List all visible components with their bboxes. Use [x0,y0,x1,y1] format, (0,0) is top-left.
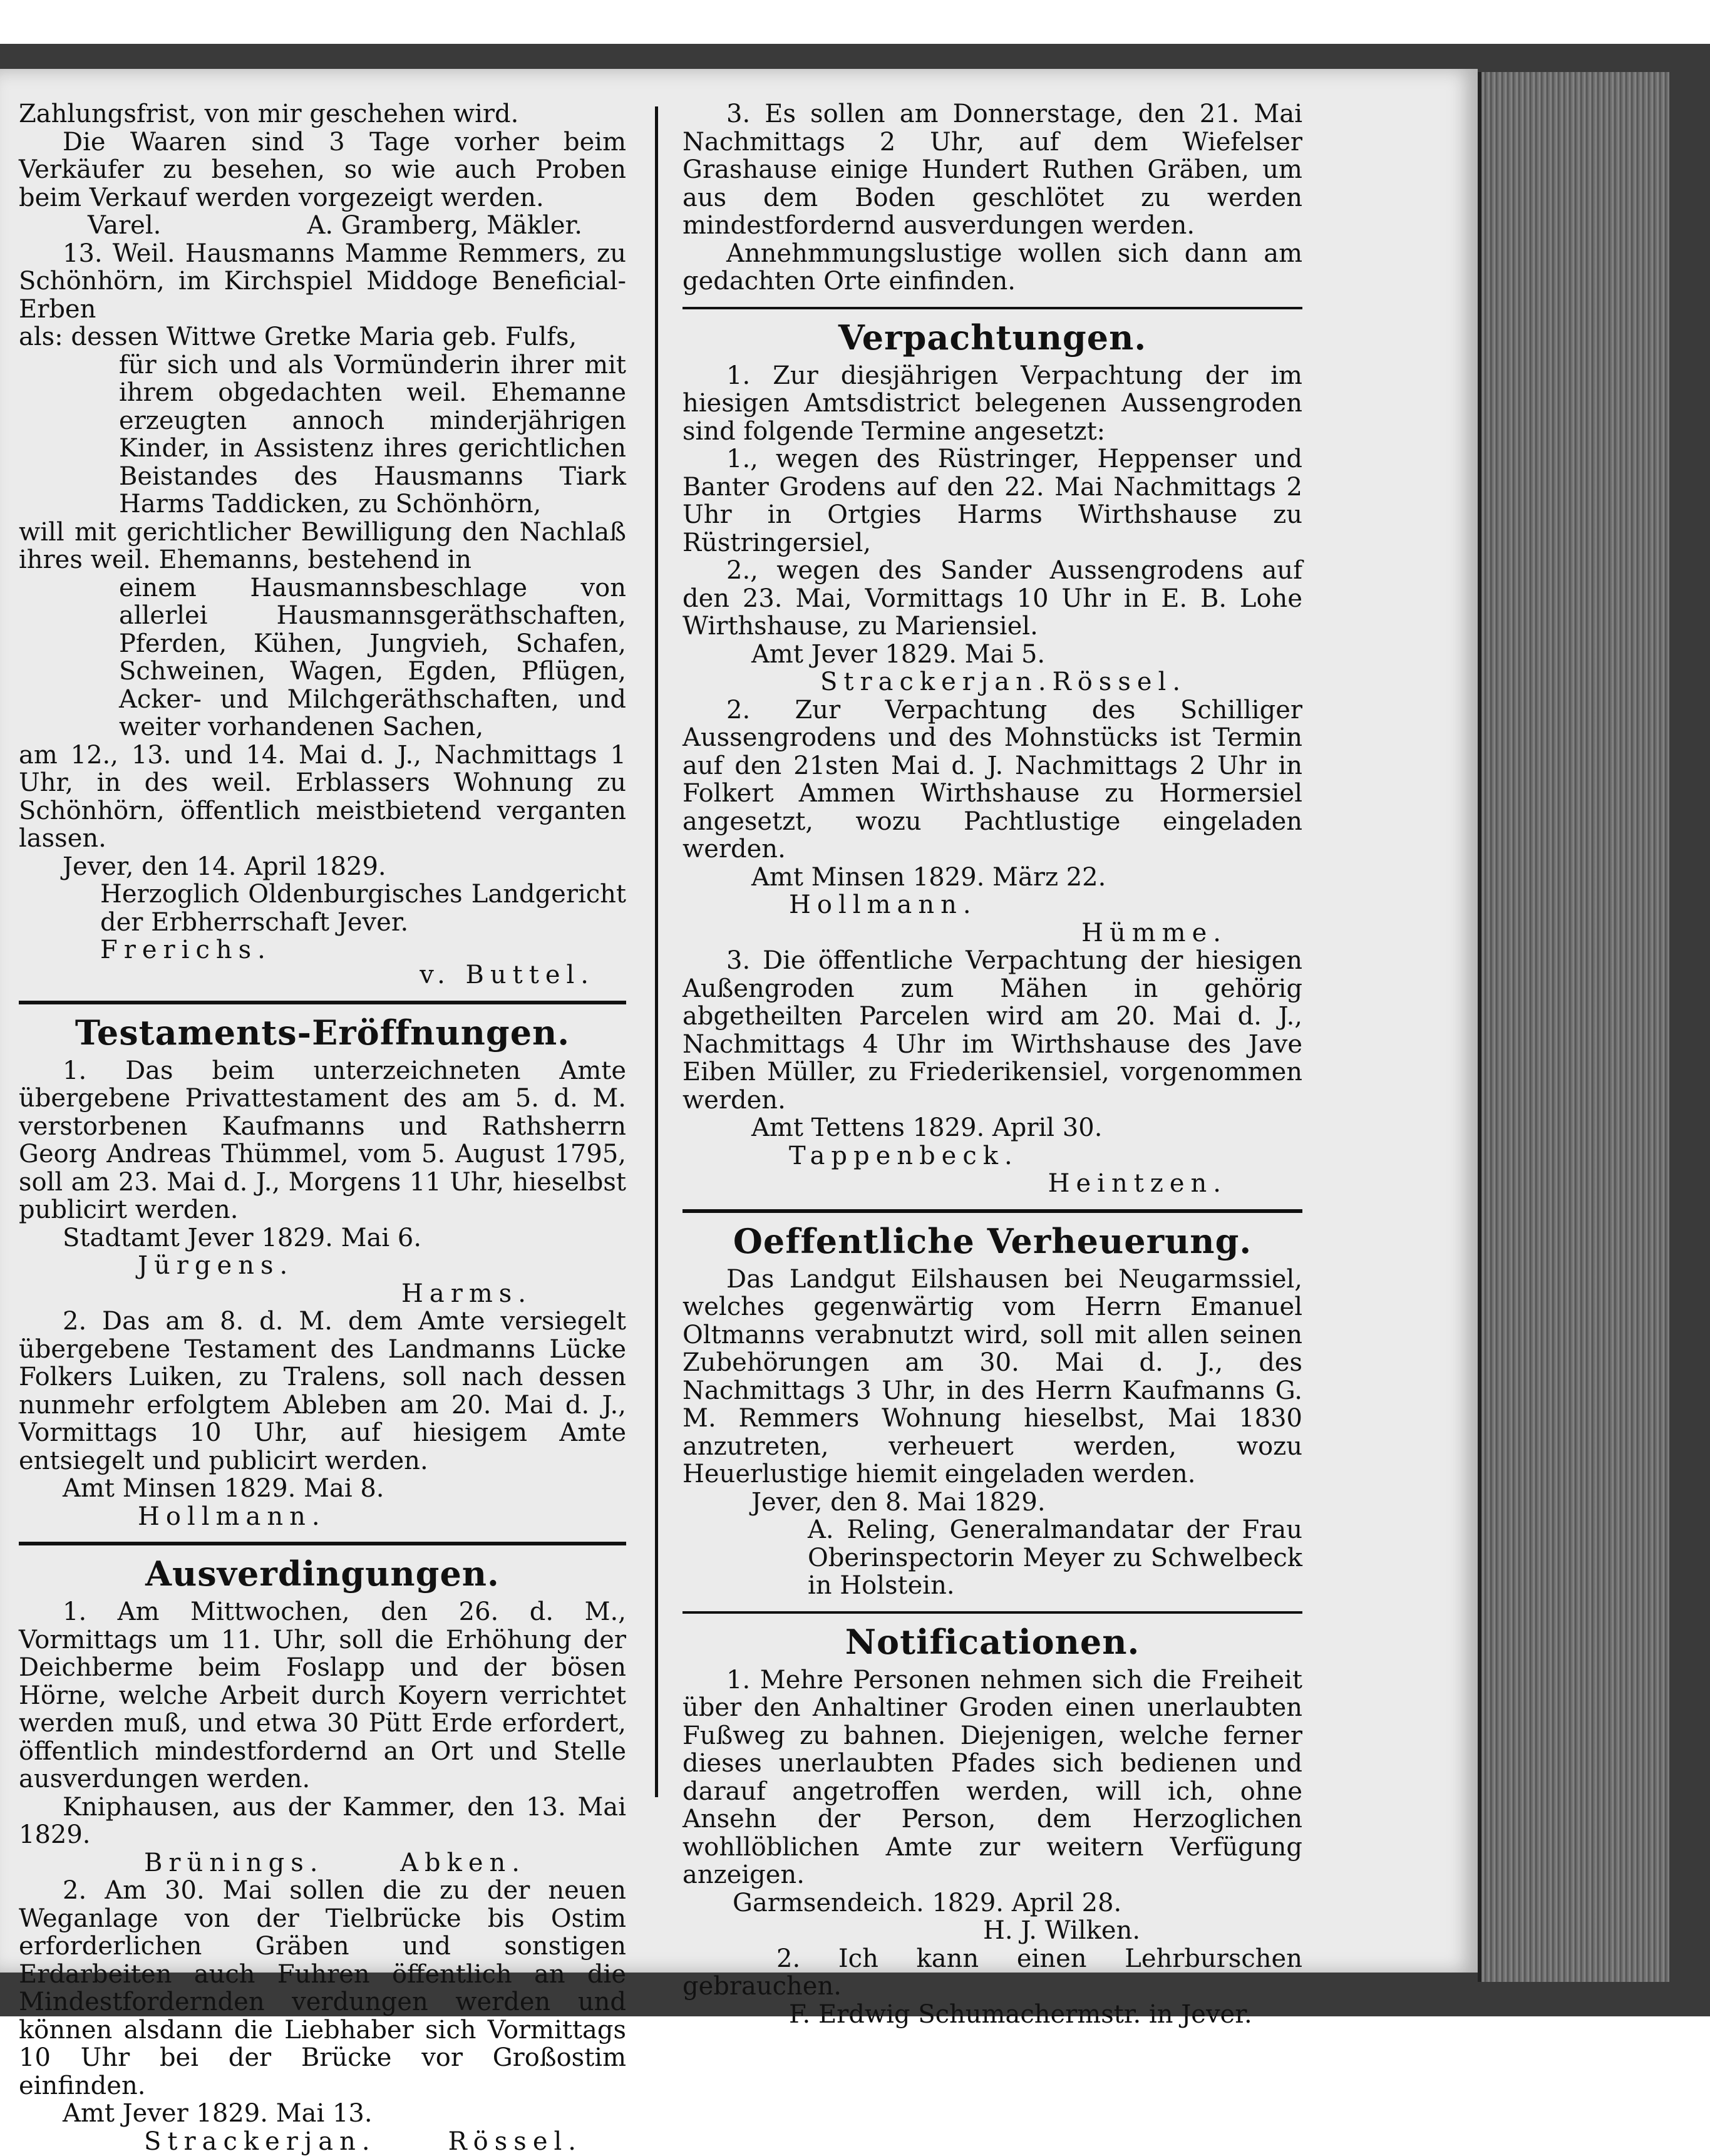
paragraph: 2. Das am 8. d. M. dem Amte versiegelt übergebene Testament des Landmanns Lücke Folkers Luiken, zu Tralens, soll nach dessen nunmehr erfolgtem Ableben am 20. Mai d. J., Vormittags 10 Uhr, auf hiesigem Amte entsiegelt und publicirt werden. [19,1307,626,1475]
date-line: Garmsendeich. 1829. April 28. [733,1888,1122,1917]
signature: Harms. [401,1279,532,1308]
place: Varel. [88,211,162,240]
date-line: Jever, den 8. Mai 1829. [751,1487,1046,1517]
date-line: Amt Minsen 1829. Mai 8. [63,1474,384,1503]
section-heading: Ausverdingungen. [145,1554,500,1594]
paragraph: 1. Das beim unterzeichneten Amte übergebene Privattestament des am 5. d. M. verstorbenen Kaufmanns und Rathsherrn Georg Andreas Thümmel, vom 5. August 1795, soll am 23. Mai d. J., Morgens 11 Uhr, hieselbst publicirt werden. [19,1056,626,1224]
paragraph: Die Waaren sind 3 Tage vorher beim Verkäufer zu besehen, so wie auch Proben beim Verkauf werden vorgezeigt werden. [19,127,626,212]
text-line: Zahlungsfrist, von mir geschehen wird. [19,100,519,128]
paragraph: 3. Es sollen am Donnerstage, den 21. Mai Nachmittags 2 Uhr, auf dem Wiefelser Grashause einige Hundert Ruthen Gräben, um aus dem Boden geschlötet zu werden mindestfordernd ausverdungen werden. [682,100,1302,240]
signature: Hollmann. [138,1502,326,1531]
date-line: Amt Minsen 1829. März 22. [751,862,1106,892]
signature: A. Reling, Generalmandatar der Frau Oberinspectorin Meyer zu Schwelbeck in Holstein. [808,1515,1302,1600]
section-heading: Verpachtungen. [838,317,1147,358]
paragraph: einem Hausmannsbeschlage von allerlei Hausmannsgeräthschaften, Pferden, Kühen, Jungvieh, Schafen, Schweinen, Wagen, Egden, Pflügen, Acker- und Milchgeräthschaften, und weiter vorhandenen Sachen, [119,573,626,741]
signature: Abken. [400,1848,526,1877]
signature: Hollmann. [789,890,977,919]
paragraph: 1. Mehre Personen nehmen sich die Freiheit über den Anhaltiner Groden einen unerlaubten Fußweg zu bahnen. Diejenigen, welche ferner dieses unerlaubten Pfades sich bedienen und darauf angetroffen werden, will ich, ohne Ansehn der Person, dem Herzoglichen wohllöblichen Amte zur weitern Verfügung anzeigen. [682,1665,1302,1889]
paragraph: 2. Ich kann einen Lehrburschen gebrauchen. [682,1944,1302,2001]
section-rule [19,1001,626,1004]
right-column [682,100,1302,2028]
signature-row [19,2128,626,2156]
signature: Strackerjan. [820,668,1053,696]
signature: v. Buttel. [420,961,595,989]
section-heading: Notificationen. [845,1621,1140,1662]
signature: Frerichs. [100,936,272,964]
paragraph: 1. Zur diesjährigen Verpachtung der im hiesigen Amtsdistrict belegenen Aussengroden sind folgende Termine angesetzt: [682,361,1302,446]
signature: Jürgens. [138,1251,294,1280]
signature-row [19,212,626,240]
signature: H. J. Wilken. [983,1916,1141,1945]
column-divider [655,106,658,1797]
authority-line: Herzoglich Oldenburgisches Landgericht der Erbherrschaft Jever. [100,880,626,937]
signature: Brünings. [144,1848,324,1877]
section-rule [682,307,1302,309]
signature-row [19,936,626,989]
paragraph: 2. Zur Verpachtung des Schilliger Aussengrodens und des Mohnstücks ist Termin auf den 21sten Mai d. J. Nachmittags 2 Uhr in Folkert Ammen Wirthshause zu Hormersiel angesetzt, wozu Pachtlustige eingeladen werden. [682,695,1302,864]
signature: A. Gramberg, Mäkler. [307,211,582,240]
page-edge-stack [1478,72,1669,1982]
section-rule [682,1209,1302,1213]
paragraph: 2., wegen des Sander Aussengrodens auf den 23. Mai, Vormittags 10 Uhr in E. B. Lohe Wirthshause, zu Mariensiel. [682,556,1302,641]
date-line: Amt Tettens 1829. April 30. [751,1113,1103,1142]
paragraph: Das Landgut Eilshausen bei Neugarmssiel, welches gegenwärtig vom Herrn Emanuel Oltmanns verabnutzt wird, soll mit allen seinen Zubehörungen am 30. Mai d. J., des Nachmittags 3 Uhr, in des Herrn Kaufmanns G. M. Remmers Wohnung hieselbst, Mai 1830 anzutreten, verheuert werden, wozu Heuerlustige hiemit eingeladen werden. [682,1264,1302,1488]
section-heading: Testaments-Eröffnungen. [75,1012,570,1053]
signature: Strackerjan. [144,2127,376,2156]
date-line: Jever, den 14. April 1829. [63,852,386,881]
paragraph: 1. Am Mittwochen, den 26. d. M., Vormittags um 11. Uhr, soll die Erhöhung der Deichberme beim Foslapp und der bösen Hörne, welche Arbeit durch Koyern verrichtet werden muß, und etwa 30 Pütt Erde erfordert, öffentlich mindestfordernd an Ort und Stelle ausverdungen werden. [19,1597,626,1793]
signature: Rössel. [448,2127,582,2156]
paragraph: als: dessen Wittwe Gretke Maria geb. Fulfs, [19,322,577,351]
date-line: Amt Jever 1829. Mai 13. [63,2099,373,2128]
signature: Rössel. [1052,668,1187,696]
paragraph: 3. Die öffentliche Verpachtung der hiesigen Außengroden zum Mähen in gehörig abgetheilten Parcelen wird am 20. Mai d. J., Nachmittags 4 Uhr im Wirthshause des Jave Eiben Müller, zu Friederikensiel, vorgenommen werden. [682,946,1302,1115]
paragraph: am 12., 13. und 14. Mai d. J., Nachmittags 1 Uhr, in des weil. Erblassers Wohnung zu Schönhörn, öffentlich meistbietend verganten lassen. [19,740,626,853]
paragraph: 1., wegen des Rüstringer, Heppenser und Banter Grodens auf den 22. Mai Nachmittags 2 Uhr in Ortgies Harms Wirthshause zu Rüstringersiel, [682,445,1302,557]
paragraph: will mit gerichtlicher Bewilligung den Nachlaß ihres weil. Ehemanns, bestehend in [19,517,626,574]
paragraph: 2. Am 30. Mai sollen die zu der neuen Weganlage von der Tielbrücke bis Ostim erforderlichen Gräben und sonstigen Erdarbeiten auch Fuhren öffentlich an die Mindestfordernden verdungen werden und können alsdann die Liebhaber sich Vormittags 10 Uhr bei der Brücke vor Großostim einfinden. [19,1876,626,2100]
section-heading: Oeffentliche Verheuerung. [733,1220,1252,1261]
signature: Heintzen. [1048,1169,1227,1198]
left-column [19,100,626,2155]
signature-row [682,668,1302,696]
date-line: Amt Jever 1829. Mai 5. [751,639,1046,669]
paragraph: 13. Weil. Hausmanns Mamme Remmers, zu Schönhörn, im Kirchspiel Middoge Beneficial-Erben [19,239,626,324]
date-line: Kniphausen, aus der Kammer, den 13. Mai 1829. [19,1792,626,1849]
signature-row [19,1849,626,1877]
signature: Tappenbeck. [789,1141,1019,1170]
signature: F. Erdwig Schumachermstr. in Jever. [789,1999,1252,2029]
date-line: Stadtamt Jever 1829. Mai 6. [63,1223,422,1252]
paragraph: Annehmmungslustige wollen sich dann am gedachten Orte einfinden. [682,239,1302,296]
section-rule [19,1542,626,1545]
section-rule [682,1611,1302,1614]
paragraph: für sich und als Vormünderin ihrer mit ihrem obgedachten weil. Ehemanne erzeugten annoch minderjährigen Kinder, in Assistenz ihres gerichtlichen Beistandes des Hausmanns Tiark Harms Taddicken, zu Schönhörn, [119,350,626,518]
signature: Hümme. [1081,918,1227,947]
